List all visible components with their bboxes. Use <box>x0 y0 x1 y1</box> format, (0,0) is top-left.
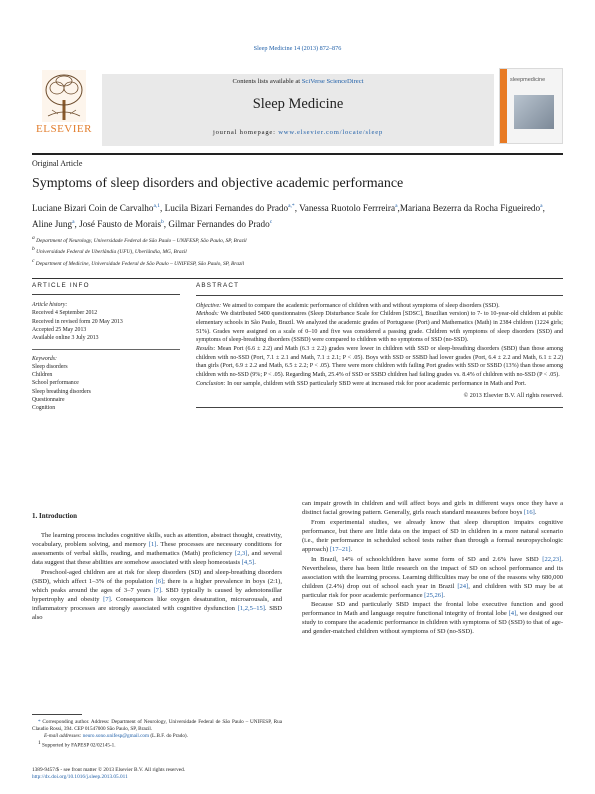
affiliation-item <box>32 257 563 268</box>
support-text: Supported by FAPESP 02/02145-1. <box>40 743 116 750</box>
abstract-panel <box>196 282 563 407</box>
author-affiliation-mark[interactable]: a,1 <box>153 203 161 209</box>
author-separator: , <box>160 203 165 214</box>
citation-link[interactable]: [4,5] <box>241 558 255 566</box>
citation-link[interactable]: [1,2,5–15] <box>237 604 265 612</box>
body-text: . SBD also <box>32 604 282 621</box>
affiliation-text: Universidade Federal de Uberlândia (UFU), Uberlândia, MG, Brazil <box>34 249 187 256</box>
author-list <box>32 199 563 231</box>
body-text: In Brazil, 14% of schoolchildren have some form of SD and 2.6% have SBD <box>311 555 543 563</box>
abstract-methods <box>196 310 563 345</box>
body-paragraph <box>302 601 563 637</box>
affiliation-divider <box>32 278 563 279</box>
author-name: Gilmar Fernandes do Prado <box>168 219 270 230</box>
elsevier-logo[interactable] <box>32 68 96 144</box>
homepage-prefix: journal homepage: <box>212 129 279 136</box>
history-item: Accepted 25 May 2013 <box>32 326 87 333</box>
keyword-item: Sleep breathing disorders <box>32 388 91 395</box>
results-text: Mean Port (6.6 ± 2.2) and Math (6.3 ± 2.2) grades were lower in children with SSD or sleep-breathing disorders (SBD) than those among children with no-SSD (Port, 7.1 ± 2.1 and Math, 7.1 ± 2.1; P < .05). Boys with SSD or SSBD had lower grades (Port, 6.4 ± 2.2 and Math, 6.1 ± 2.2) than girls (Port, 6.9 ± 2.2 and Math, 6.5 ± 2.2; P < .05). There were more children with failing Port grades with SSD or SSBD (13%) than those among children with no-SSD (9%; P < .05). Regarding Math, 25.4% of SSD or SSBD children had failing grades vs. 8.4% of children with no-SSD (P < .05). <box>196 345 563 378</box>
cover-stripe <box>500 69 507 143</box>
author-separator: , <box>74 219 80 230</box>
citation-link[interactable]: [6] <box>155 577 164 585</box>
body-left-column <box>32 512 282 623</box>
citation-link[interactable]: [4] <box>508 610 517 618</box>
citation-link[interactable]: [22,23] <box>542 555 562 563</box>
email-link[interactable]: neuro.sono.unifesp@gmail.com <box>81 733 150 740</box>
elsevier-tree-icon <box>42 70 86 122</box>
author-affiliation-mark[interactable]: c <box>269 219 273 226</box>
body-text: . <box>350 545 353 553</box>
affiliation-text: Department of Medicine, Universidade Federal de São Paulo – UNIFESP, São Paulo, SP, Brazil <box>34 260 245 267</box>
body-text: , and several data suggest that these abilities are somehow associated with sleep homeostasis <box>32 549 282 566</box>
email-note <box>32 733 282 740</box>
conclusion-label: Conclusion: <box>196 380 226 387</box>
body-text: The learning process includes cognitive skills, such as attention, abstract thought, creativity, vocabulary, problem solving, and memory <box>32 531 282 548</box>
journal-header <box>32 68 563 150</box>
author-name: Aline Jung <box>32 219 73 230</box>
article-type: Original Article <box>32 159 83 168</box>
body-text: . SBD typically is caused by adenotonsillar hypertrophy and obesity <box>32 586 282 603</box>
author-affiliation-mark[interactable]: a <box>395 203 398 209</box>
objective-label: Objective: <box>196 302 222 309</box>
homepage-line <box>102 129 494 136</box>
body-text: . These processes are necessary conditions for assessments of verbal skills, reading, and mathematics (Math) proficiency <box>32 540 282 557</box>
homepage-link[interactable]: www.elsevier.com/locate/sleep <box>278 129 384 136</box>
body-text: . <box>254 558 256 566</box>
sciencedirect-link[interactable]: SciVerse ScienceDirect <box>301 78 364 85</box>
author-separator: , <box>163 219 169 230</box>
results-label: Results: <box>196 345 216 352</box>
affiliation-item <box>32 234 563 245</box>
corresponding-text: Corresponding author. Address: Department of Neurology, Universidade Federal de São Paulo – UNIFESP, Rua Claudio Rossi, 394. CEP 01547000 São Paulo, SP, Brazil. <box>32 718 282 732</box>
history-item: Available online 3 July 2013 <box>32 335 99 342</box>
abstract-heading: ABSTRACT <box>196 282 563 296</box>
keyword-item: Children <box>32 372 53 379</box>
article-title: Symptoms of sleep disorders and objective academic performance <box>32 176 404 191</box>
body-right-column <box>302 500 563 638</box>
corresponding-mark: * <box>38 718 41 725</box>
body-text: From experimental studies, we already know that sleep disruption impairs cognitive performance, but there are little data on the impact of SD in children in a more natural scenario (i.e., their performance in scheduled school tests rather than through a formal neuropsychologic approach) <box>302 518 563 553</box>
contents-line <box>102 78 494 85</box>
body-text: , and children with SD may be at particular risk for poor academic performance <box>302 582 564 599</box>
keywords-label: Keywords: <box>32 355 57 362</box>
abstract-divider <box>196 407 563 408</box>
corresponding-author-note <box>32 719 282 734</box>
history-label: Article history: <box>32 302 68 309</box>
history-list <box>32 309 180 342</box>
body-text: ; there is a higher prevalence in boys (2:1), which peaks around the ages of 3–7 years <box>32 577 282 594</box>
author-separator: , <box>294 203 300 214</box>
conclusion-text: In our sample, children with SSD particularly SBD were at increased risk for poor academic performance in Math and Port. <box>225 380 527 387</box>
methods-label: Methods: <box>196 311 219 318</box>
citation-link[interactable]: [16] <box>523 508 535 516</box>
article-info-panel <box>32 282 180 412</box>
body-paragraph <box>302 500 563 518</box>
journal-cover-image[interactable] <box>499 68 563 144</box>
email-suffix: (L.B.F. do Prado). <box>149 733 188 740</box>
email-label: E-mail addresses: <box>44 733 82 740</box>
cover-title: sleepmedicine <box>510 77 546 83</box>
objective-text: We aimed to compare the academic performance of children with and without symptoms of sleep disorders (SSD). <box>221 302 500 309</box>
cover-graphic <box>514 95 554 129</box>
right-paragraphs <box>302 500 563 637</box>
body-text: , we designed our study to compare the academic performance in children with symptoms of SD (SSD) to that of age- and gender-matched children without symptoms of SD (no-SSD). <box>302 610 563 636</box>
citation-link[interactable]: [17–21] <box>329 545 351 553</box>
affiliation-mark: b <box>32 246 35 253</box>
section-heading-introduction: 1. Introduction <box>32 512 77 520</box>
affiliation-list <box>32 234 563 268</box>
author-name: José Fausto de Morais <box>79 219 162 230</box>
journal-header-panel <box>102 74 494 146</box>
author-affiliation-mark[interactable]: a <box>540 203 543 209</box>
journal-title: Sleep Medicine <box>252 96 344 112</box>
keyword-item: Questionnaire <box>32 396 65 403</box>
elsevier-wordmark: ELSEVIER <box>36 123 92 135</box>
affiliation-mark: c <box>32 257 35 264</box>
body-text: . <box>443 591 445 599</box>
author-name: Lucila Bizari Fernandes do Prado <box>164 203 289 214</box>
header-divider <box>32 153 563 155</box>
author-name: Vanessa Ruotolo Ferrreira <box>299 203 396 214</box>
body-paragraph <box>32 532 282 568</box>
citation-link[interactable]: [2,3] <box>234 549 248 557</box>
body-text: Because SD and particularly SBD impact the frontal lobe executive function and good performance in Math and language require functional integrity of frontal lobe <box>302 601 563 618</box>
affiliation-item <box>32 245 563 256</box>
author-name: Luciane Bizari Coin de Carvalho <box>32 203 154 214</box>
author-name: Mariana Bezerra da Rocha Figueiredo <box>399 203 541 214</box>
author-separator: , <box>397 203 400 214</box>
citation-link[interactable]: [24] <box>457 582 469 590</box>
citation-link[interactable]: [7] <box>103 595 111 603</box>
support-mark: 1 <box>38 740 41 747</box>
author-affiliation-mark[interactable]: a <box>72 219 75 226</box>
keyword-list <box>32 363 180 412</box>
abstract-results <box>196 345 563 380</box>
body-paragraph <box>302 556 563 601</box>
keyword-item: Cognition <box>32 404 56 411</box>
body-text: . Nevertheless, there has been little research on the impact of SD on school performance and its association with the learning process. Learning difficulties may be one of the reasons why 680,000 children (2.4%) drop out of school each year in Brazil <box>302 555 563 590</box>
history-item: Received in revised form 20 May 2013 <box>32 318 123 325</box>
footnote-divider <box>32 714 82 715</box>
copyright-notice: © 2013 Elsevier B.V. All rights reserved. <box>463 393 563 400</box>
journal-citation-line[interactable]: Sleep Medicine 14 (2013) 872–876 <box>253 45 342 52</box>
body-paragraph <box>32 569 282 623</box>
author-separator: , <box>542 203 545 214</box>
affiliation-mark: a <box>32 235 35 241</box>
author-affiliation-mark[interactable]: a,* <box>288 203 295 209</box>
body-text: can impair growth in children and will affect boys and girls in different ways once they have a distinct facial growing pattern. Generally, girls reach standard measures before boys <box>302 500 563 516</box>
body-text: . Consequences like oxygen desaturation, microarousals, and inflammatory processes are strongly associated with cognitive dysfunction <box>32 595 282 612</box>
body-text: Preschool-aged children are at risk for sleep disorders (SD) and sleep-breathing disorders (SBD), which affect 1–3% of the population <box>32 568 282 585</box>
issn-line: 1389-9457/$ - see front matter © 2013 Elsevier B.V. All rights reserved. <box>32 767 186 773</box>
contents-prefix: Contents lists available at <box>232 78 302 85</box>
footnotes <box>32 714 282 750</box>
support-note <box>32 740 282 750</box>
left-paragraphs <box>32 532 282 623</box>
affiliation-text: Department of Neurology, Universidade Federal de São Paulo – UNIFESP, São Paulo, SP, Brazil <box>34 237 247 244</box>
keywords-divider <box>32 349 180 350</box>
abstract-objective <box>196 302 563 311</box>
doi-link[interactable]: http://dx.doi.org/10.1016/j.sleep.2013.05.011 <box>32 774 128 781</box>
bottom-publication-info <box>32 767 332 782</box>
methods-text: We distributed 5400 questionnaires (Sleep Disturbance Scale for Children [SDSC], Brazilian version) to 7- to 10-year-old children at public elementary schools in São Paulo, Brazil. We analyzed the academic grades of Portuguese (Port) and Mathematics (Math) in 2384 children (1224 girls; 51%). Grades were assigned on a scale of 0–10 and five was considered a passing grade. Children with symptoms of sleep disorders (SSD) and symptoms of sleep-breathing disorders (SSBD) were compared to children with no symptoms of SSD (no-SSD). <box>196 311 563 344</box>
author-affiliation-mark[interactable]: b <box>161 219 164 226</box>
history-item: Received 4 September 2012 <box>32 310 98 317</box>
citation-link[interactable]: [7] <box>153 586 162 594</box>
article-info-heading: ARTICLE INFO <box>32 282 180 295</box>
citation-link[interactable]: [25,26] <box>424 591 444 599</box>
abstract-conclusion <box>196 380 563 389</box>
body-paragraph <box>302 519 563 555</box>
keyword-item: Sleep disorders <box>32 363 68 370</box>
keyword-item: School performance <box>32 380 79 387</box>
body-text: . <box>534 508 537 516</box>
citation-link[interactable]: [1] <box>148 540 157 548</box>
